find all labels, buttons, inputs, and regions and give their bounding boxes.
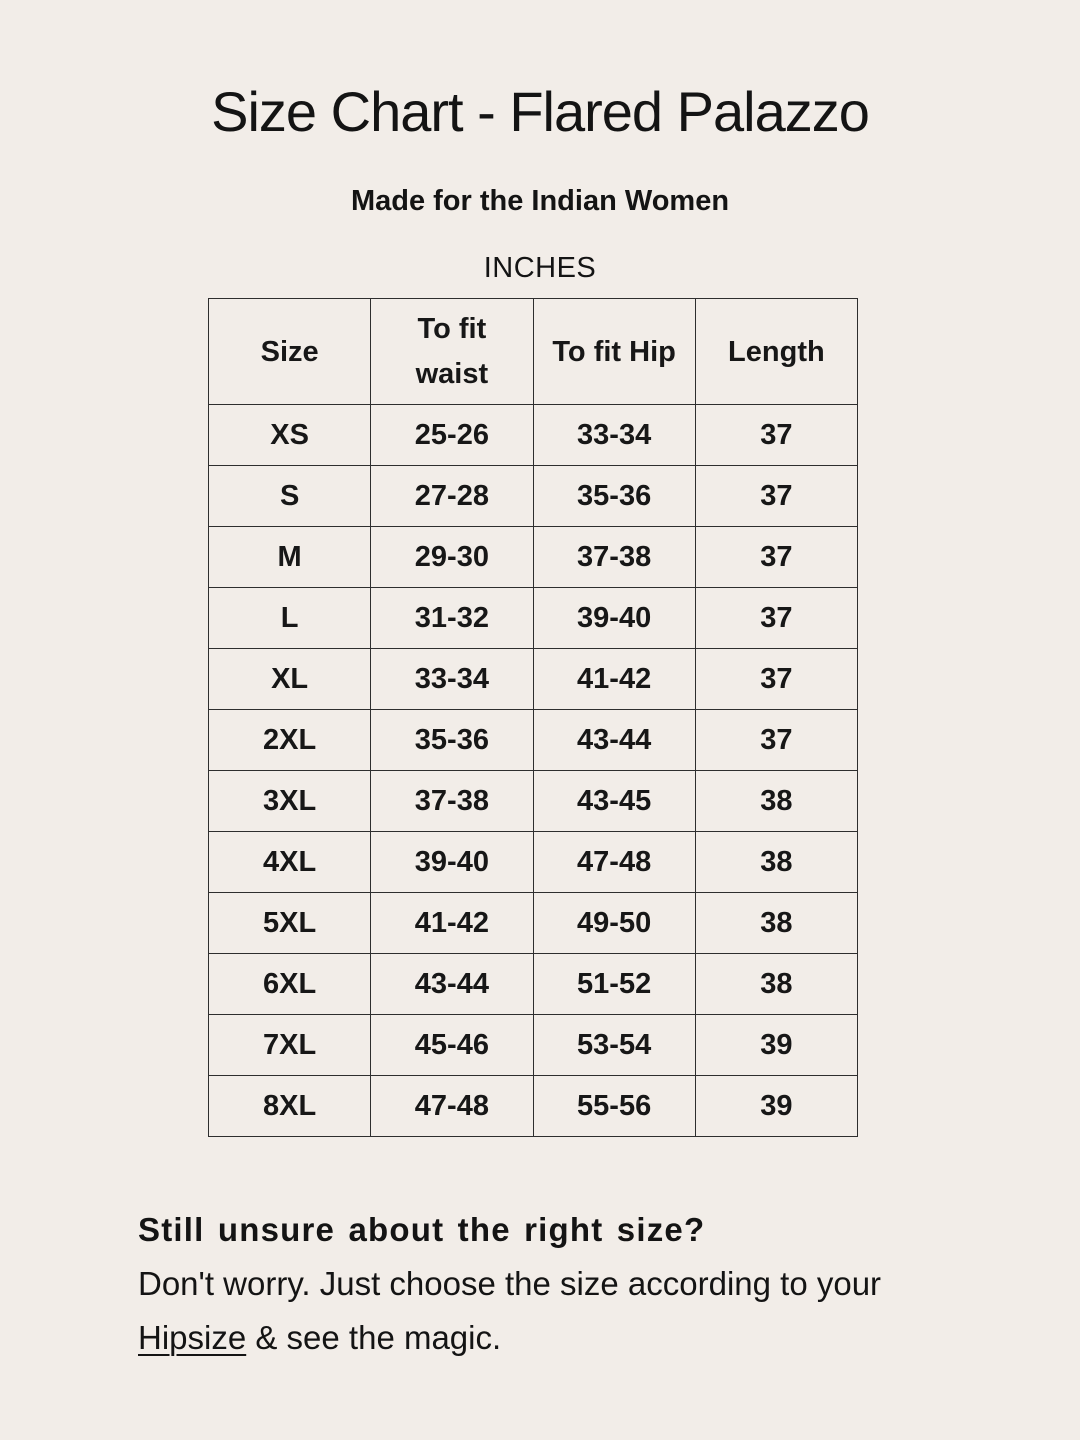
table-cell: 38 <box>695 954 857 1015</box>
table-cell: 3XL <box>209 771 371 832</box>
table-cell: 55-56 <box>533 1076 695 1137</box>
table-row <box>209 588 858 649</box>
table-cell: 6XL <box>209 954 371 1015</box>
table-cell: 39 <box>695 1015 857 1076</box>
table-cell: 39-40 <box>533 588 695 649</box>
table-cell: 45-46 <box>371 1015 533 1076</box>
table-cell: 43-44 <box>533 710 695 771</box>
footer-line-2-rest: & see the magic. <box>246 1319 502 1357</box>
size-table-body <box>209 405 858 1137</box>
footer-line-2 <box>138 1317 960 1358</box>
page-title: Size Chart - Flared Palazzo <box>211 80 869 143</box>
col-header-waist: To fit waist <box>371 299 533 405</box>
table-cell: 37 <box>695 527 857 588</box>
unit-label: INCHES <box>483 252 597 285</box>
table-row <box>209 649 858 710</box>
table-cell: 41-42 <box>371 893 533 954</box>
table-cell: 37-38 <box>371 771 533 832</box>
size-table <box>208 298 858 1137</box>
table-cell: XL <box>209 649 371 710</box>
table-cell: 47-48 <box>371 1076 533 1137</box>
table-cell: 39-40 <box>371 832 533 893</box>
table-cell: 38 <box>695 771 857 832</box>
table-cell: 2XL <box>209 710 371 771</box>
col-header-length: Length <box>695 299 857 405</box>
table-cell: 7XL <box>209 1015 371 1076</box>
table-cell: M <box>209 527 371 588</box>
table-cell: 37 <box>695 588 857 649</box>
table-row <box>209 954 858 1015</box>
table-cell: 4XL <box>209 832 371 893</box>
table-row <box>209 1015 858 1076</box>
table-row <box>209 1076 858 1137</box>
table-header-row <box>209 299 858 405</box>
table-cell: 25-26 <box>371 405 533 466</box>
col-header-size: Size <box>209 299 371 405</box>
table-cell: 47-48 <box>533 832 695 893</box>
table-cell: 38 <box>695 893 857 954</box>
table-cell: 29-30 <box>371 527 533 588</box>
table-cell: 43-45 <box>533 771 695 832</box>
table-cell: 37 <box>695 649 857 710</box>
table-row <box>209 893 858 954</box>
table-cell: 8XL <box>209 1076 371 1137</box>
table-row <box>209 466 858 527</box>
table-cell: 53-54 <box>533 1015 695 1076</box>
table-cell: 37 <box>695 405 857 466</box>
table-cell: 37-38 <box>533 527 695 588</box>
table-row <box>209 710 858 771</box>
table-cell: 37 <box>695 710 857 771</box>
table-cell: 37 <box>695 466 857 527</box>
table-row <box>209 832 858 893</box>
col-header-hip: To fit Hip <box>533 299 695 405</box>
table-row <box>209 771 858 832</box>
table-cell: 35-36 <box>371 710 533 771</box>
table-row <box>209 405 858 466</box>
table-cell: L <box>209 588 371 649</box>
footer-line-1: Don't worry. Just choose the size according to your <box>138 1265 882 1303</box>
table-cell: 38 <box>695 832 857 893</box>
table-row <box>209 527 858 588</box>
table-cell: 43-44 <box>371 954 533 1015</box>
table-cell: 41-42 <box>533 649 695 710</box>
table-cell: 35-36 <box>533 466 695 527</box>
table-cell: 27-28 <box>371 466 533 527</box>
table-cell: 31-32 <box>371 588 533 649</box>
table-cell: 49-50 <box>533 893 695 954</box>
size-table-head <box>209 299 858 405</box>
table-cell: 33-34 <box>371 649 533 710</box>
table-cell: 33-34 <box>533 405 695 466</box>
hipsize-link[interactable]: Hipsize <box>138 1319 247 1357</box>
table-cell: 5XL <box>209 893 371 954</box>
table-cell: 51-52 <box>533 954 695 1015</box>
table-cell: 39 <box>695 1076 857 1137</box>
footer-heading: Still unsure about the right size? <box>138 1211 706 1249</box>
footer-note <box>0 1209 1080 1358</box>
table-cell: S <box>209 466 371 527</box>
table-cell: XS <box>209 405 371 466</box>
page-subtitle: Made for the Indian Women <box>350 184 730 217</box>
